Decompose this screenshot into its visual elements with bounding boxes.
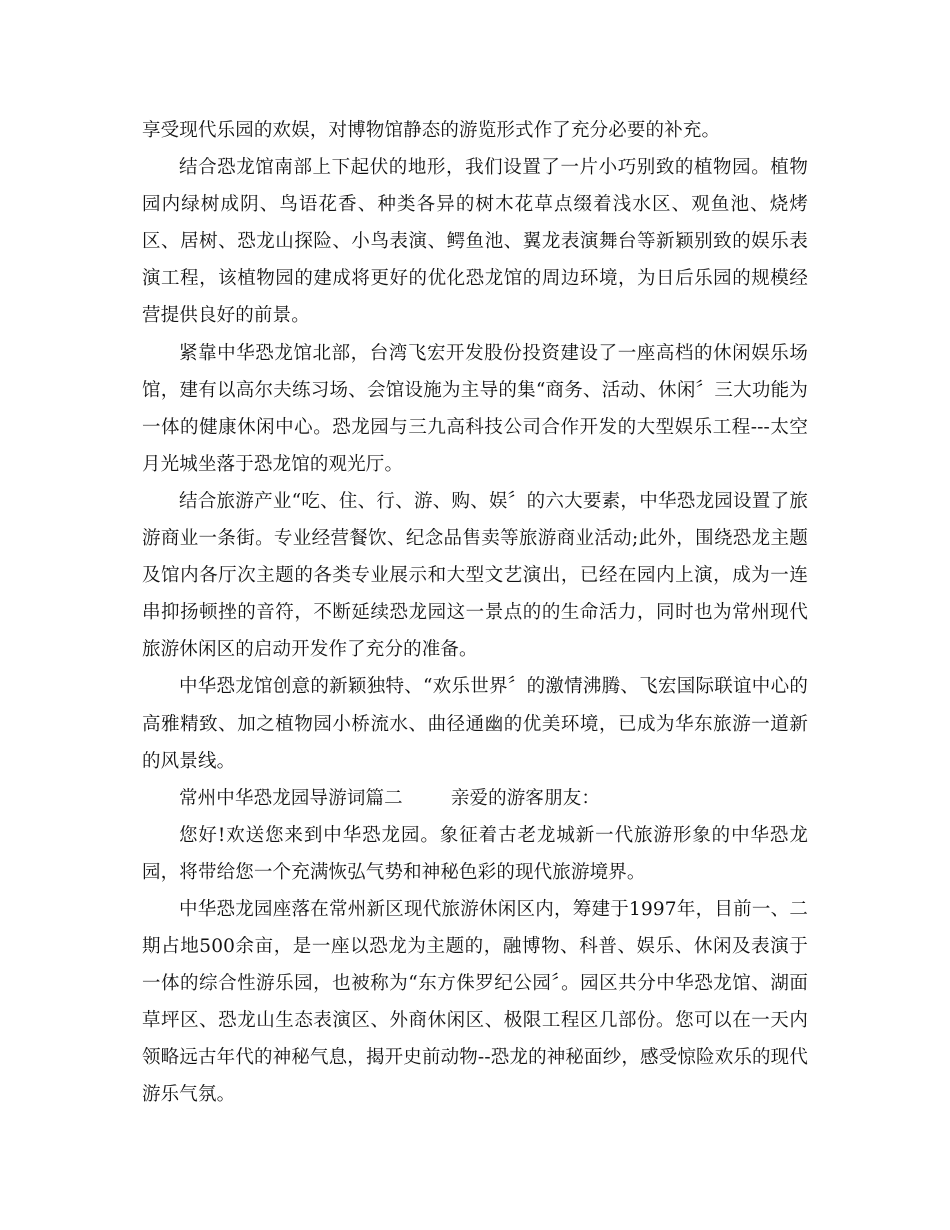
paragraph-welcome: 您好!欢送您来到中华恐龙园。象征着古老龙城新一代旅游形象的中华恐龙园，将带给您一个充满恢弘气势和神秘色彩的现代旅游境界。 (142, 824, 808, 883)
paragraph-leisure-center: 紧靠中华恐龙馆北部，台湾飞宏开发股份投资建设了一座高档的休闲娱乐场馆，建有以高尔夫练习场、会馆设施为主导的集“商务、活动、休闲〞三大功能为一体的健康休闲中心。恐龙园与三九高科技公司合作开发的大型娱乐工程---太空月光城坐落于恐龙馆的观光厅。 (142, 342, 808, 475)
section-heading-line (142, 780, 808, 817)
section-title: 常州中华恐龙园导游词篇二 (179, 787, 403, 809)
paragraph-botanical-garden: 结合恐龙馆南部上下起伏的地形，我们设置了一片小巧别致的植物园。植物园内绿树成阴、鸟语花香、种类各异的树木花草点缀着浅水区、观鱼池、烧烤区、居树、恐龙山探险、小鸟表演、鳄鱼池、翼龙表演舞台等新颖别致的娱乐表演工程，该植物园的建成将更好的优化恐龙馆的周边环境，为日后乐园的规模经营提供良好的前景。 (142, 157, 808, 327)
paragraph-continuation: 享受现代乐园的欢娱，对博物馆静态的游览形式作了充分必要的补充。 (142, 120, 721, 141)
paragraph-scenic-line: 中华恐龙馆创意的新颖独特、“欢乐世界〞的激情沸腾、飞宏国际联谊中心的高雅精致、加之植物园小桥流水、曲径通幽的优美环境，已成为华东旅游一道新的风景线。 (142, 676, 808, 772)
paragraph-park-overview: 中华恐龙园座落在常州新区现代旅游休闲区内，筹建于1997年，目前一、二期占地500余亩，是一座以恐龙为主题的，融博物、科普、娱乐、休闲及表演于一体的综合性游乐园，也被称为“东方侏罗纪公园〞。园区共分中华恐龙馆、湖面草坪区、恐龙山生态表演区、外商休闲区、极限工程区几部份。您可以在一天内领略远古年代的神秘气息，揭开史前动物--恐龙的神秘面纱，感受惊险欢乐的现代游乐气氛。 (142, 898, 808, 1106)
document-page (142, 112, 808, 1114)
paragraph-commercial-street: 结合旅游产业“吃、住、行、游、购、娱〞的六大要素，中华恐龙园设置了旅游商业一条街。专业经营餐饮、纪念品售卖等旅游商业活动;此外，围绕恐龙主题及馆内各厅次主题的各类专业展示和大型文艺演出，已经在园内上演，成为一连串抑扬顿挫的音符，不断延续恐龙园这一景点的的生命活力，同时也为常州现代旅游休闲区的启动开发作了充分的准备。 (142, 490, 808, 661)
greeting: 亲爱的游客朋友： (450, 787, 601, 809)
